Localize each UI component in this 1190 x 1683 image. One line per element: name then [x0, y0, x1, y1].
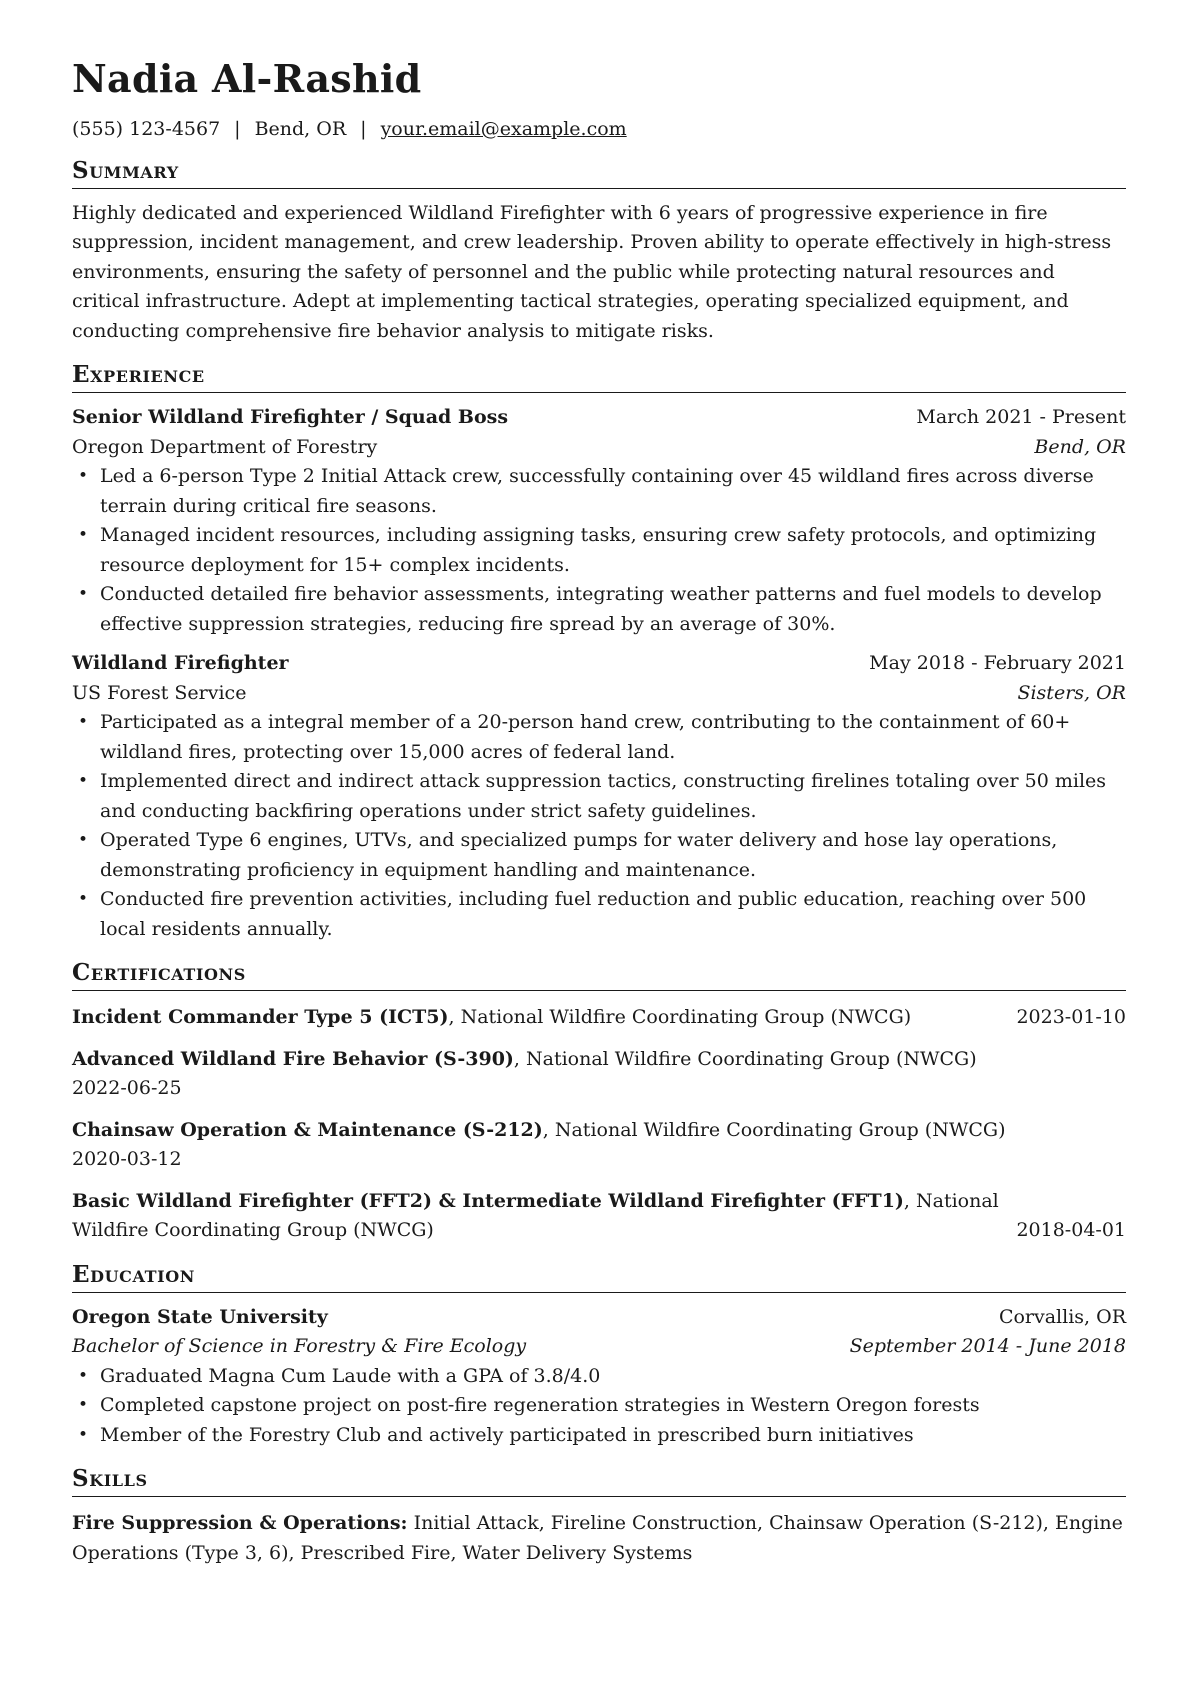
skill-category: Fire Suppression & Operations:	[72, 1512, 408, 1535]
certification-date: 2018-04-01	[1016, 1219, 1126, 1242]
school-location: Corvallis, OR	[998, 1305, 1126, 1328]
certifications-heading: Certifications	[72, 958, 1126, 991]
experience-heading: Experience	[72, 360, 1126, 393]
education-dates: September 2014 - June 2018	[849, 1335, 1126, 1358]
education-entry	[72, 1303, 1126, 1451]
certification-item: Advanced Wildland Fire Behavior (S-390), National Wildfire Coordinating Group (NWCG) 2022-06-25	[72, 1045, 1126, 1104]
list-item: • Managed incident resources, including assigning tasks, ensuring crew safety protocols, and optimizing resource deployment for 15+ complex incidents.	[72, 521, 1126, 580]
list-item: • Led a 6-person Type 2 Initial Attack crew, successfully containing over 45 wildland fires across diverse terrain during critical fire seasons.	[72, 462, 1126, 521]
list-item: • Graduated Magna Cum Laude with a GPA of 3.8/4.0	[72, 1362, 1126, 1392]
list-item: • Member of the Forestry Club and actively participated in prescribed burn initiatives	[72, 1421, 1126, 1451]
education-bullets	[72, 1362, 1126, 1451]
resume-page	[72, 58, 1126, 1568]
education-heading: Education	[72, 1260, 1126, 1293]
job-dates: March 2021 - Present	[916, 406, 1126, 429]
contact-line	[72, 116, 1126, 142]
summary-heading: Summary	[72, 156, 1126, 189]
school-name: Oregon State University	[72, 1305, 328, 1328]
contact-separator: |	[360, 117, 367, 140]
certification-date: 2022-06-25	[72, 1077, 182, 1100]
job-title: Wildland Firefighter	[72, 652, 289, 675]
candidate-name: Nadia Al-Rashid	[72, 56, 422, 101]
job-organization: US Forest Service	[72, 681, 247, 704]
contact-separator: |	[234, 117, 241, 140]
list-item: • Operated Type 6 engines, UTVs, and specialized pumps for water delivery and hose lay operations, demonstrating proficiency in equipment handling and maintenance.	[72, 826, 1126, 885]
certification-name: Chainsaw Operation & Maintenance (S-212)	[72, 1118, 543, 1141]
certification-issuer: National Wildfire Coordinating Group (NWCG)	[526, 1047, 977, 1070]
list-item: • Implemented direct and indirect attack suppression tactics, constructing firelines totaling over 50 miles and conducting backfiring operations under strict safety guidelines.	[72, 767, 1126, 826]
degree-name: Bachelor of Science in Forestry & Fire Ecology	[72, 1335, 527, 1358]
job-bullets	[72, 708, 1126, 944]
job-entry	[72, 403, 1126, 639]
certification-issuer: National Wildfire Coordinating Group (NWCG)	[554, 1118, 1006, 1141]
list-item: • Conducted detailed fire behavior assessments, integrating weather patterns and fuel models to develop effective suppression strategies, reducing fire spread by an average of 30%.	[72, 580, 1126, 639]
phone-number: (555) 123-4567	[72, 117, 221, 140]
certification-item: Basic Wildland Firefighter (FFT2) & Intermediate Wildland Firefighter (FFT1), National Wildfire Coordinating Group (NWCG) 2018-04-01	[72, 1187, 1126, 1246]
certification-item: Incident Commander Type 5 (ICT5), National Wildfire Coordinating Group (NWCG) 2023-01-10	[72, 1003, 1126, 1033]
job-location: Sisters, OR	[1017, 681, 1126, 704]
certification-issuer: Wildfire Coordinating Group (NWCG)	[72, 1219, 434, 1242]
certification-name: Advanced Wildland Fire Behavior (S-390)	[72, 1047, 514, 1070]
certification-item: Chainsaw Operation & Maintenance (S-212), National Wildfire Coordinating Group (NWCG) 2020-03-12	[72, 1116, 1126, 1175]
certification-name: Incident Commander Type 5 (ICT5)	[72, 1006, 449, 1029]
skills-text	[72, 1509, 1126, 1568]
job-bullets	[72, 462, 1126, 639]
job-title: Senior Wildland Firefighter / Squad Boss	[72, 406, 509, 429]
job-dates: May 2018 - February 2021	[869, 652, 1126, 675]
summary-text: Highly dedicated and experienced Wildland Firefighter with 6 years of progressive experience in fire suppression, incident management, and crew leadership. Proven ability to operate effectively in high-stress environments, ensuring the safety of personnel and the public while protecting natural resources and critical infrastructure. Adept at implementing tactical strategies, operating specialized equipment, and conducting comprehensive fire behavior analysis to mitigate risks.	[72, 201, 1112, 342]
skill-list: Initial Attack, Fireline Construction, Chainsaw Operation (S-212), Engine Operations (Type 3, 6), Prescribed Fire, Water Delivery Systems	[72, 1512, 1123, 1564]
list-item: • Participated as a integral member of a 20-person hand crew, contributing to the containment of 60+ wildland fires, protecting over 15,000 acres of federal land.	[72, 708, 1126, 767]
certification-issuer: National	[916, 1189, 999, 1212]
list-item: • Completed capstone project on post-fire regeneration strategies in Western Oregon forests	[72, 1391, 1126, 1421]
skills-heading: Skills	[72, 1464, 1126, 1497]
list-item: • Conducted fire prevention activities, including fuel reduction and public education, reaching over 500 local residents annually.	[72, 885, 1126, 944]
job-organization: Oregon Department of Forestry	[72, 435, 378, 458]
certification-date: 2023-01-10	[1016, 1006, 1126, 1029]
certification-name: Basic Wildland Firefighter (FFT2) & Intermediate Wildland Firefighter (FFT1)	[72, 1189, 904, 1212]
email-link[interactable]: your.email@example.com	[380, 117, 627, 140]
location-text: Bend, OR	[254, 117, 347, 140]
certification-date: 2020-03-12	[72, 1148, 182, 1171]
job-entry	[72, 649, 1126, 944]
certification-issuer: National Wildfire Coordinating Group (NWCG)	[460, 1006, 912, 1029]
job-location: Bend, OR	[1034, 435, 1126, 458]
